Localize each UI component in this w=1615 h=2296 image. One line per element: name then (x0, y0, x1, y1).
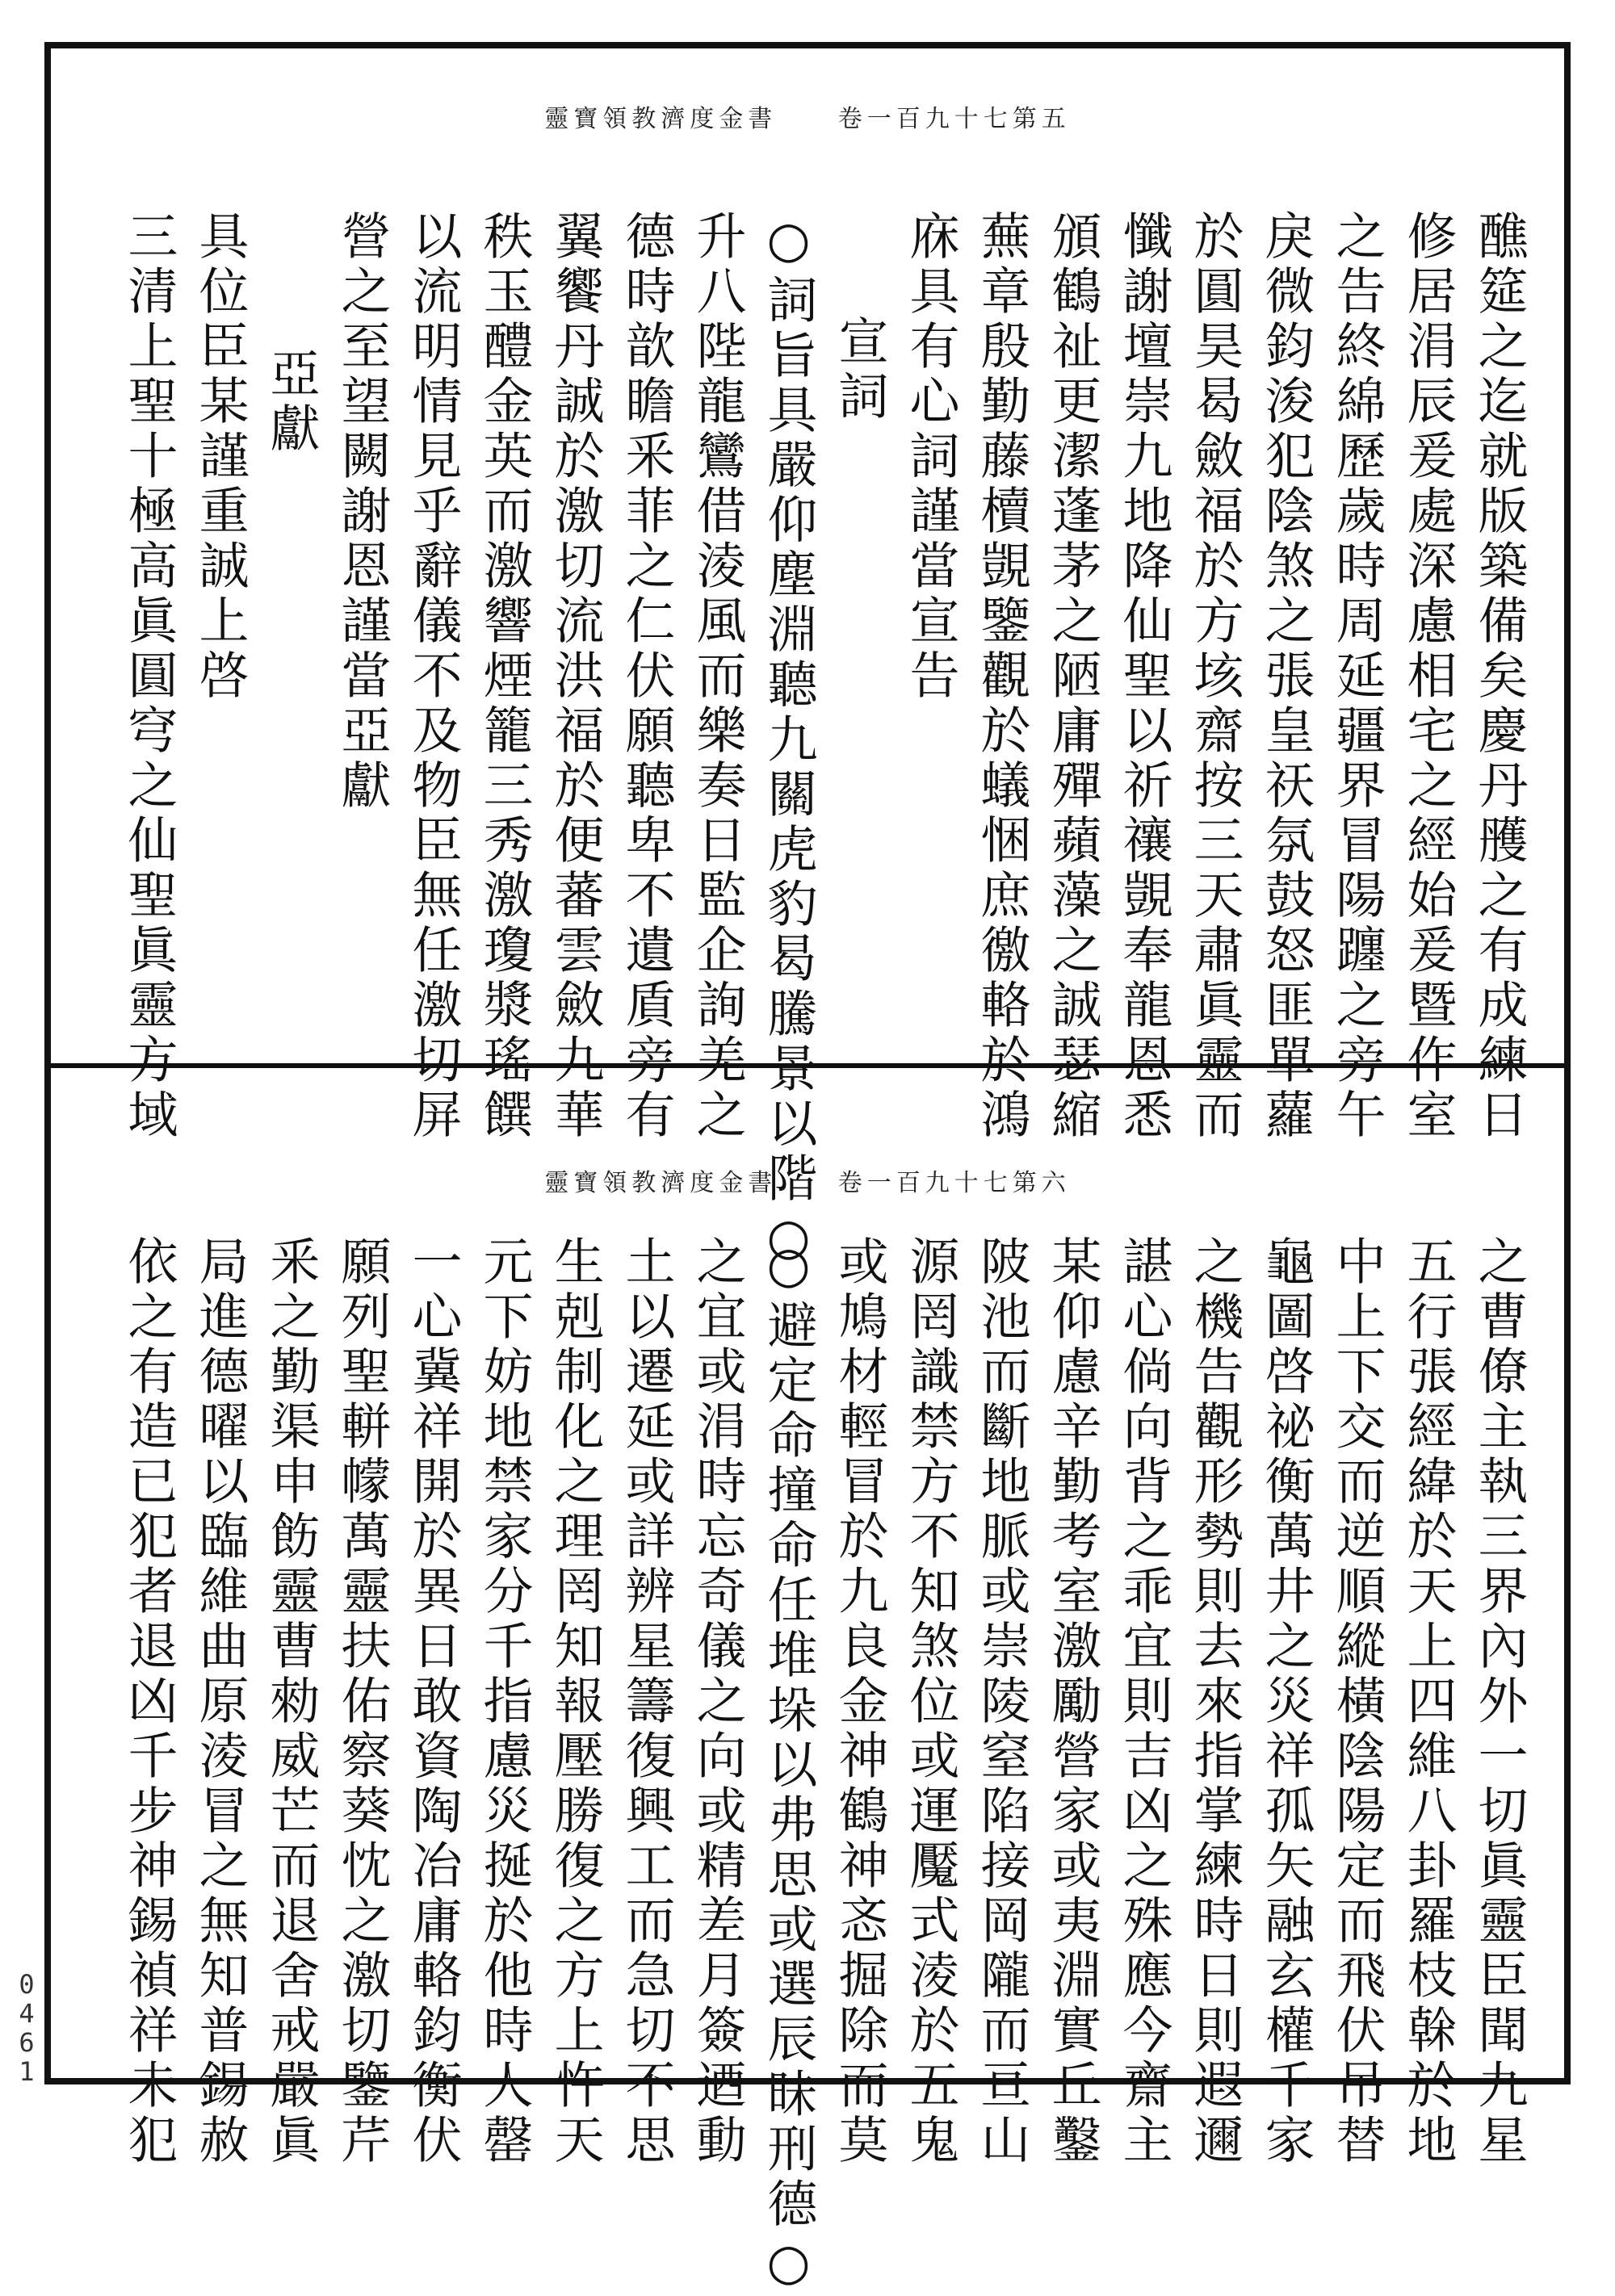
text-column: 修居涓辰爰處深慮相宅之經始爰暨作室 (1399, 210, 1458, 1143)
bottom-page-header (65, 1163, 1550, 1198)
text-column: 依之有造已犯者退凶千步神錫禎祥未犯 (120, 1235, 178, 2168)
text-column: 懺謝壇崇九地降仙聖以祈禳覬奉龍恩悉 (1114, 210, 1173, 1143)
text-column: 局進德曜以臨維曲原淩冒之無知普錫赦 (191, 1235, 250, 2168)
text-column: 秩玉醴金英而激響煙籠三秀激瓊漿瑤饌 (475, 210, 534, 1143)
text-column: 戾微鈞浚犯陰煞之張皇祆氛鼓怒匪單蘿 (1256, 210, 1315, 1143)
text-column: 之宜或涓時忘奇儀之向或精差月簽迺動 (688, 1235, 747, 2168)
text-column: 陂池而斷地脈或崇陵窒陷接岡隴而亘山 (972, 1235, 1031, 2168)
top-header-volume: 卷一百九十七第五 (837, 105, 1071, 133)
text-column: 於圓昊曷斂福於方垓齋按三天肅眞靈而 (1185, 210, 1244, 1143)
text-column: 一心冀祥開於異日敢資陶冶庸輅鈞衡伏 (404, 1235, 463, 2168)
text-column: 升八陛龍鸞借淩風而樂奏日監企詢羌之 (688, 210, 747, 1143)
bottom-page (65, 1074, 1550, 2296)
section-heading: 亞獻 (262, 347, 321, 457)
text-column: 願列聖軿幪萬靈扶佑察葵忱之激切鑒芹 (333, 1235, 392, 2168)
page-number-digit: 1 (19, 2056, 35, 2087)
text-column: 土以遷延或詳辨星籌復興工而急切不思 (617, 1235, 676, 2168)
text-column: 頒鶴祉更潔蓬茅之陋庸殫蘋藻之誠瑟縮 (1043, 210, 1102, 1143)
text-column: 或鳩材輕冒於九良金神鶴神忞掘除而莫 (830, 1235, 889, 2168)
text-column: 翼饗丹誠於激切流洪福於便蕃雲斂九華 (546, 210, 605, 1143)
page-number (15, 1970, 39, 2086)
top-header-book-title: 靈寶領教濟度金書 (544, 105, 778, 133)
page-number-digit: 4 (19, 1998, 35, 2029)
text-column: 德時歆瞻釆菲之仁伏願聽卑不遺貭旁有 (617, 210, 676, 1143)
text-column: 中上下交而逆順縱橫陰陽定而飛伏吊替 (1328, 1235, 1386, 2168)
top-page-header (65, 98, 1550, 134)
text-column: 蕪章殷勤藤櫝覬鑒觀於蟻悃庶徼輅於鴻 (972, 210, 1031, 1143)
text-column: 營之至望闕謝恩謹當亞獻 (333, 210, 392, 814)
text-column: 諶心倘向背之乖宜則吉凶之殊應今齋主 (1114, 1235, 1173, 2168)
text-column: 庥具有心詞謹當宣告 (901, 210, 960, 704)
bottom-header-volume: 卷一百九十七第六 (837, 1169, 1071, 1197)
page-number-digit: 0 (19, 1969, 35, 2000)
text-column: ○詞旨具嚴仰塵淵聽九關虎豹曷騰景以階○ (759, 210, 818, 1271)
text-column: 三清上聖十極高眞圓穹之仙聖眞靈方域 (120, 210, 178, 1143)
text-column: 某仰慮辛勤考室激勵營家或夷淵實丘鑿 (1043, 1235, 1102, 2168)
text-column: 源罔識禁方不知煞位或運魘式淩於五鬼 (901, 1235, 960, 2168)
text-column: 釆之勤渠申飭靈曹勑威芒而退舍戒嚴眞 (262, 1235, 321, 2168)
text-column: 醮筵之迄就版築備矣慶丹雘之有成練日 (1470, 210, 1529, 1143)
text-column: 元下妨地禁家分千指慮災挻於他時人罄 (475, 1235, 534, 2168)
text-column: 以流明情見乎辭儀不及物臣無任激切屏 (404, 210, 463, 1143)
bottom-page-text (81, 1235, 1534, 2296)
text-column: 生剋制化之理罔知報壓勝復之方上忤天 (546, 1235, 605, 2168)
text-column: 五行張經緯於天上四維八卦羅枝榦於地 (1399, 1235, 1458, 2168)
text-column: 之機告觀形勢則去來指掌練時日則遐邇 (1185, 1235, 1244, 2168)
page-number-digit: 6 (19, 2027, 35, 2058)
text-column: ○避定命撞命任堆垛以弗思或選辰昧刑德○ (759, 1235, 818, 2296)
bottom-header-book-title: 靈寶領教濟度金書 (544, 1169, 778, 1197)
text-column: 之曹僚主執三界內外一切眞靈臣聞九星 (1470, 1235, 1529, 2168)
text-column: 之告終綿歷歲時周延疆界冒陽躔之旁午 (1328, 210, 1386, 1143)
text-column: 具位臣某謹重誠上啓 (191, 210, 250, 704)
section-heading: 宣詞 (830, 315, 889, 425)
text-column: 龜圖啓祕衡萬井之災祥孤矢融玄權千家 (1256, 1235, 1315, 2168)
